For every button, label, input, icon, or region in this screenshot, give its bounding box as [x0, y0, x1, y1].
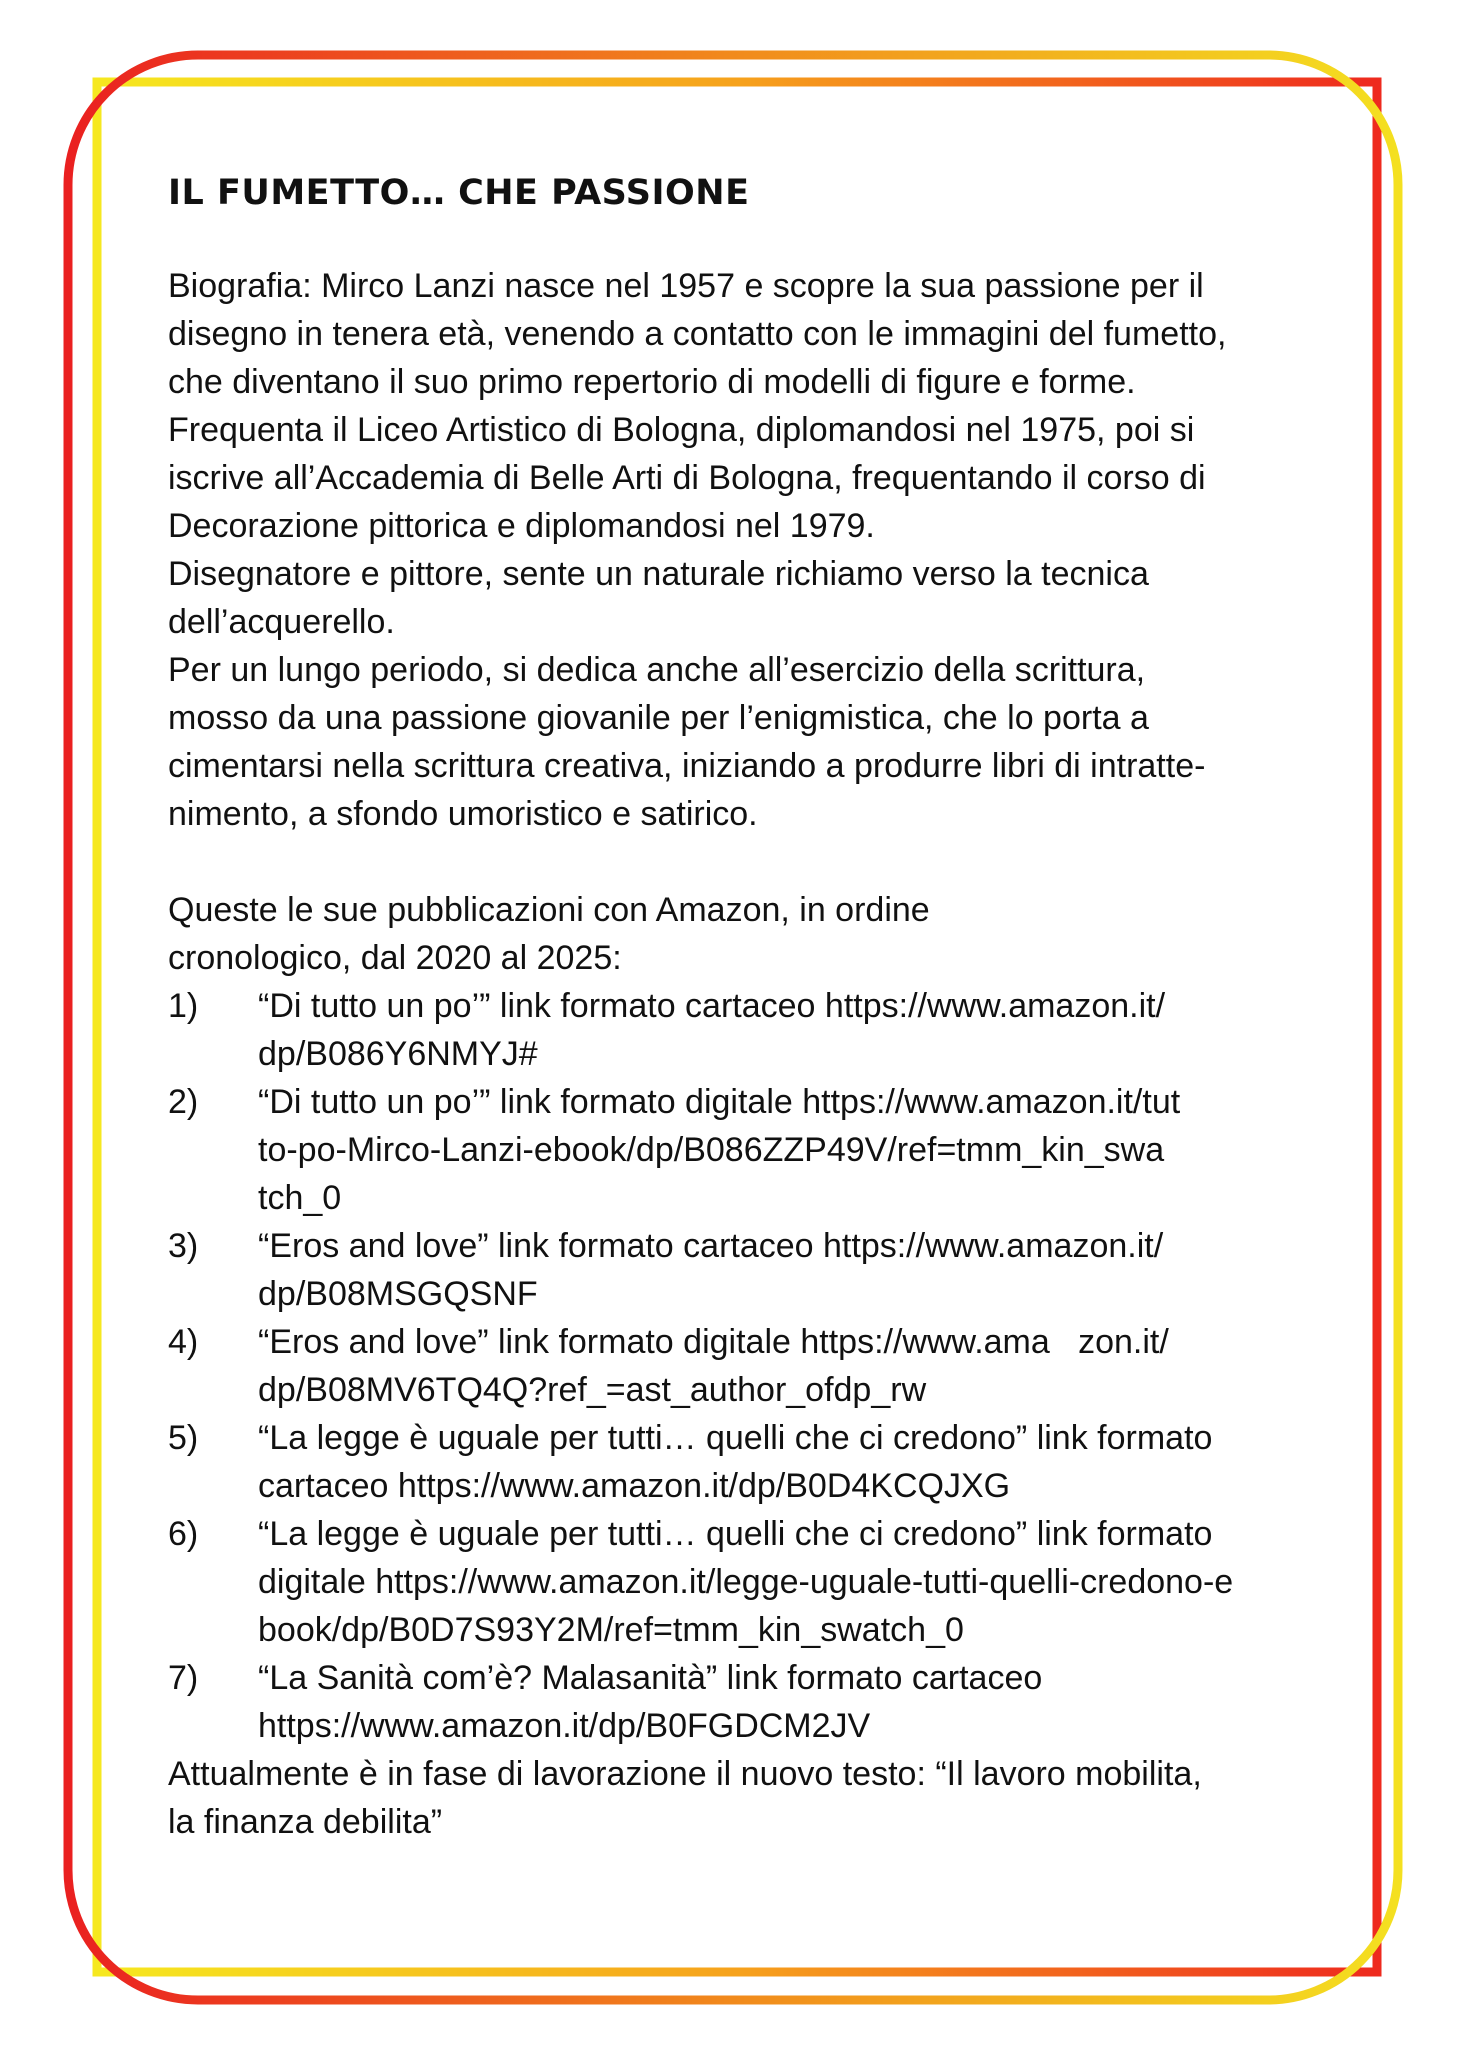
bio-line: disegno in tenera età, venendo a contatto con le immagini del fumetto,: [168, 315, 1227, 353]
closing-note: [168, 1750, 1318, 1846]
article: [168, 172, 1318, 1846]
paragraph-gap: [168, 838, 1318, 886]
page-title: IL FUMETTO… CHE PASSIONE: [168, 173, 750, 213]
publication-line: dp/B08MV6TQ4Q?ref_=ast_author_ofdp_rw: [258, 1371, 927, 1409]
publication-item: [168, 1318, 1318, 1414]
publication-line: cartaceo https://www.amazon.it/dp/B0D4KCQJXG: [258, 1467, 1011, 1505]
item-number: 6): [168, 1515, 199, 1553]
publication-line: to-po-Mirco-Lanzi-ebook/dp/B086ZZP49V/ref=tmm_kin_swa: [258, 1131, 1165, 1169]
bio-line: nimento, a sfondo umoristico e satirico.: [168, 795, 758, 833]
publication-line: “Di tutto un po’” link formato cartaceo https://www.amazon.it/: [258, 987, 1166, 1025]
publication-line: “La legge è uguale per tutti… quelli che ci credono” link formato: [258, 1419, 1213, 1457]
publication-line: https://www.amazon.it/dp/B0FGDCM2JV: [258, 1707, 871, 1745]
closing-line: Attualmente è in fase di lavorazione il nuovo testo: “Il lavoro mobilita,: [168, 1755, 1202, 1793]
publication-item: [168, 1654, 1318, 1750]
publication-line: tch_0: [258, 1179, 342, 1217]
bio-line: dell’acquerello.: [168, 603, 395, 641]
item-number: 7): [168, 1659, 199, 1697]
bio-line: che diventano il suo primo repertorio di modelli di figure e forme.: [168, 363, 1136, 401]
bio-line: cimentarsi nella scrittura creativa, iniziando a produrre libri di intratte-: [168, 747, 1206, 785]
publication-item: [168, 1414, 1318, 1510]
publication-line: “La legge è uguale per tutti… quelli che ci credono” link formato: [258, 1515, 1213, 1553]
item-number: 2): [168, 1083, 199, 1121]
publication-line: book/dp/B0D7S93Y2M/ref=tmm_kin_swatch_0: [258, 1611, 964, 1649]
publication-item: [168, 982, 1318, 1078]
publication-line: digitale https://www.amazon.it/legge-uguale-tutti-quelli-credono-e: [258, 1563, 1234, 1601]
bio-line: mosso da una passione giovanile per l’enigmistica, che lo porta a: [168, 699, 1149, 737]
publication-line: dp/B08MSGQSNF: [258, 1275, 538, 1313]
item-number: 1): [168, 987, 199, 1025]
bio-line: Frequenta il Liceo Artistico di Bologna, diplomandosi nel 1975, poi si: [168, 411, 1195, 449]
intro-line: Queste le sue pubblicazioni con Amazon, in ordine: [168, 891, 930, 929]
publications-intro: [168, 886, 1318, 982]
bio-line: Decorazione pittorica e diplomandosi nel 1979.: [168, 507, 875, 545]
publication-line: “La Sanità com’è? Malasanità” link formato cartaceo: [258, 1659, 1043, 1697]
publication-item: [168, 1510, 1318, 1654]
publication-line: “Eros and love” link formato cartaceo https://www.amazon.it/: [258, 1227, 1164, 1265]
biography: [168, 262, 1318, 838]
bio-line: Biografia: Mirco Lanzi nasce nel 1957 e scopre la sua passione per il: [168, 267, 1204, 305]
item-number: 4): [168, 1323, 199, 1361]
publication-line: “Di tutto un po’” link formato digitale https://www.amazon.it/tut: [258, 1083, 1181, 1121]
item-number: 3): [168, 1227, 199, 1265]
publication-line: “Eros and love” link formato digitale https://www.ama zon.it/: [258, 1323, 1169, 1361]
publications-list: [168, 982, 1318, 1750]
item-number: 5): [168, 1419, 199, 1457]
bio-line: Disegnatore e pittore, sente un naturale richiamo verso la tecnica: [168, 555, 1149, 593]
publication-item: [168, 1222, 1318, 1318]
publication-line: dp/B086Y6NMYJ#: [258, 1035, 538, 1073]
closing-line: la finanza debilita”: [168, 1803, 443, 1841]
bio-line: Per un lungo periodo, si dedica anche all’esercizio della scrittura,: [168, 651, 1146, 689]
bio-line: iscrive all’Accademia di Belle Arti di Bologna, frequentando il corso di: [168, 459, 1206, 497]
intro-line: cronologico, dal 2020 al 2025:: [168, 939, 622, 977]
publication-item: [168, 1078, 1318, 1222]
